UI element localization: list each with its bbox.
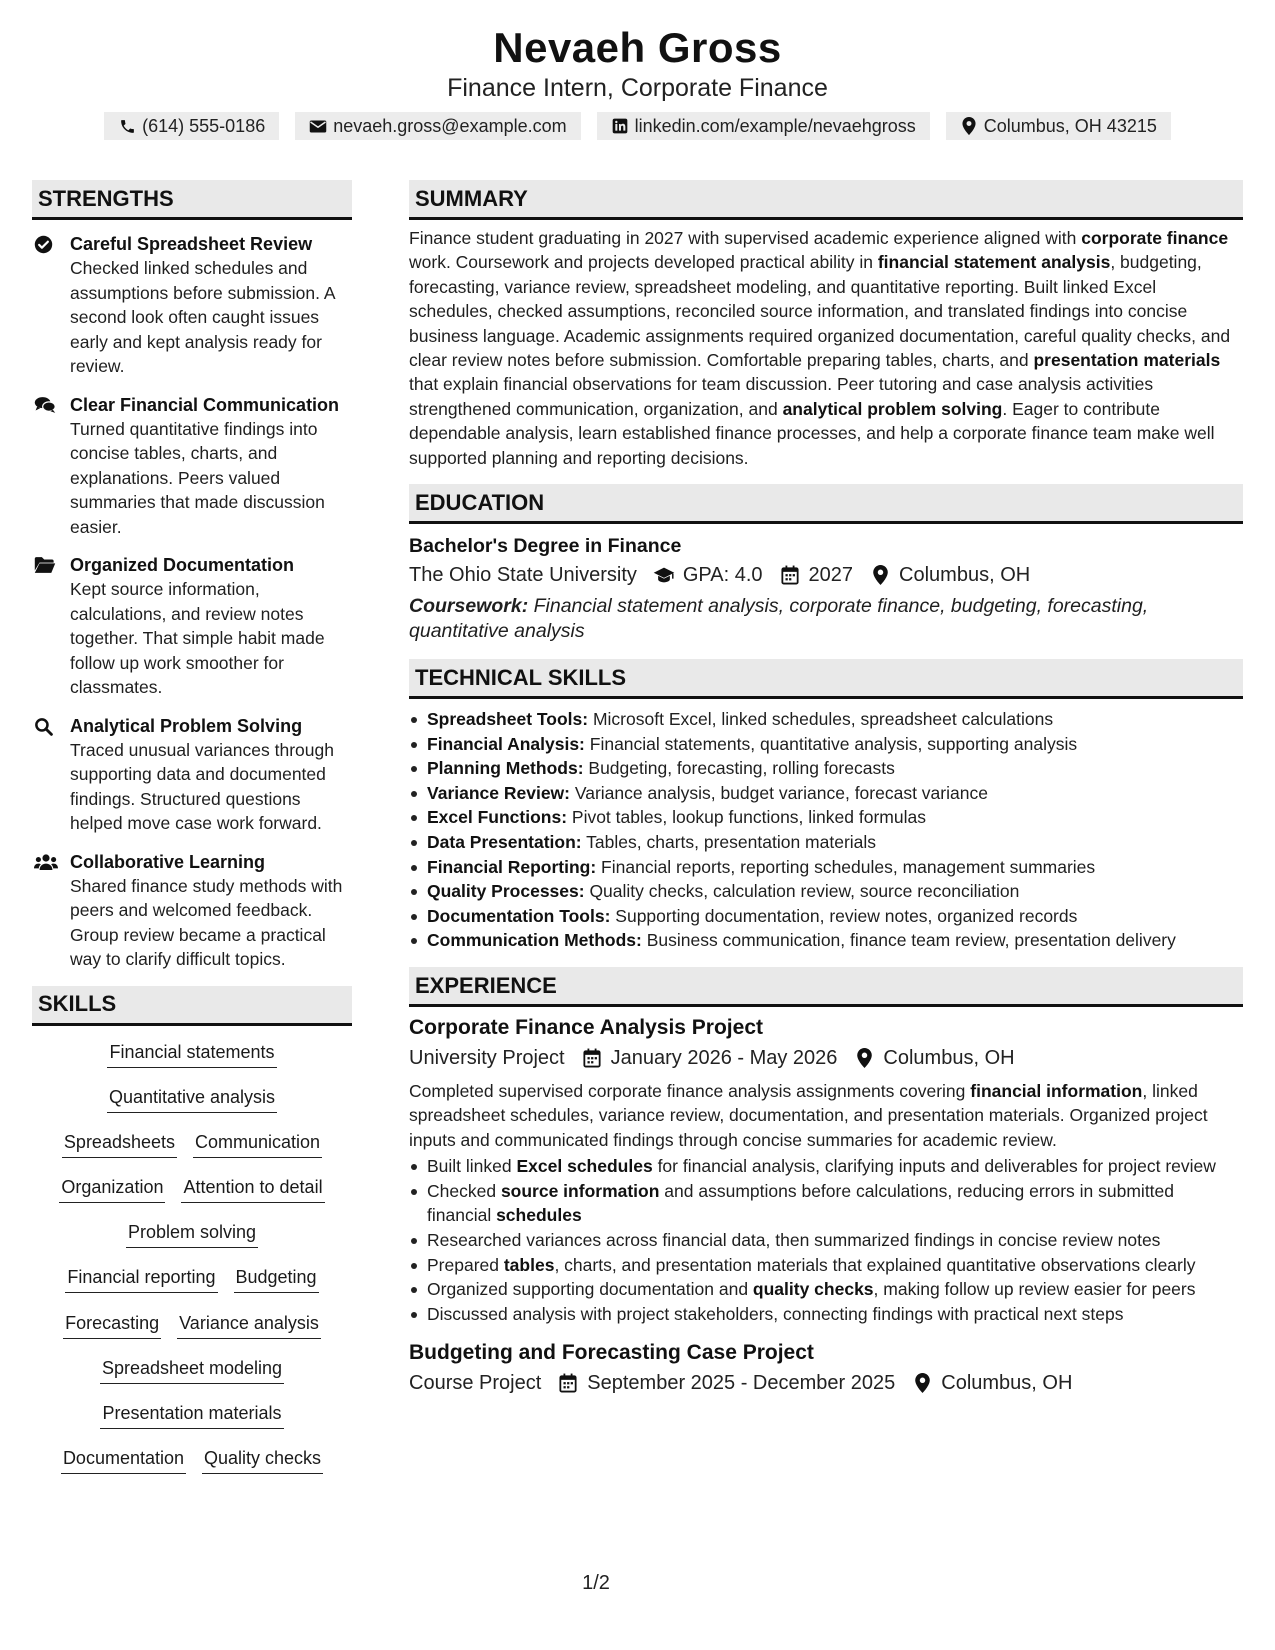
list-item <box>409 707 1243 732</box>
contact-linkedin-text: linkedin.com/example/nevaehgross <box>634 115 916 136</box>
summary-segment: . Eager to contribute dependable analysis, learn established finance processes, and help a corporate finance team make well supported planning and reporting decisions. <box>409 398 1215 468</box>
strength-title: Analytical Problem Solving <box>70 715 303 736</box>
skill-tag: Spreadsheets <box>62 1130 177 1158</box>
summary-emphasis: presentation materials <box>1033 350 1221 371</box>
summary-segment: , budgeting, forecasting, variance review, spreadsheet modeling, and quantitative reporting. Built linked Excel schedules, checked assumptions, reconciled source information, and translated findings into concise business language. Academic assignments required organized documentation, careful quality checks, and clear review notes before submission. Comfortable preparing tables, charts, and <box>409 252 1231 371</box>
skill-value: Financial reports, reporting schedules, management summaries <box>596 856 1096 877</box>
contact-phone-text: (614) 555-0186 <box>142 115 266 136</box>
bullet-segment: Checked <box>427 1180 501 1201</box>
resume-header <box>0 22 1275 140</box>
bullet-emphasis: Excel schedules <box>516 1156 653 1177</box>
strength-item <box>32 850 352 972</box>
bullet-segment: Discussed analysis with project stakeholders, connecting findings with practical next steps <box>427 1303 1124 1324</box>
coursework <box>409 594 1243 643</box>
skill-label: Communication Methods: <box>427 930 642 951</box>
skill-value: Variance analysis, budget variance, forecast variance <box>570 782 988 803</box>
skill-tag: Attention to detail <box>181 1175 324 1203</box>
strength-title: Organized Documentation <box>70 555 295 575</box>
contact-email-text: nevaeh.gross@example.com <box>333 115 567 136</box>
contact-phone[interactable] <box>104 112 279 140</box>
bullet-segment: , making follow up review easier for peers <box>873 1279 1196 1300</box>
calendar-icon <box>779 564 801 586</box>
contact-location-text: Columbus, OH 43215 <box>983 115 1157 136</box>
skill-tag: Communication <box>193 1130 322 1158</box>
contact-email[interactable] <box>295 112 580 140</box>
location-text: Columbus, OH <box>899 564 1031 587</box>
job-description <box>409 1079 1243 1152</box>
strength-item <box>32 232 352 379</box>
job-title: Budgeting and Forecasting Case Project <box>409 1341 814 1365</box>
strengths-list <box>32 232 352 972</box>
skill-row <box>32 1265 352 1310</box>
map-pin-icon <box>911 1372 933 1394</box>
skill-value: Budgeting, forecasting, rolling forecasts <box>583 758 895 779</box>
bullet-segment: and assumptions before calculations, reducing errors in submitted financial <box>427 1180 1175 1226</box>
bullet-emphasis: source information <box>500 1180 660 1201</box>
skill-tag: Presentation materials <box>100 1401 283 1429</box>
check-circle-icon <box>32 232 70 379</box>
job-location-text: Columbus, OH <box>883 1047 1015 1069</box>
linkedin-icon <box>611 117 629 135</box>
list-item <box>409 805 1243 830</box>
strength-desc: Checked linked schedules and assumptions before submission. A second look often caught issues early and kept analysis ready for review. <box>70 258 335 376</box>
right-column <box>409 180 1243 1404</box>
skill-tag: Quality checks <box>202 1446 323 1474</box>
skills-heading <box>32 986 352 1026</box>
skill-label: Variance Review: <box>427 782 570 803</box>
technical-skills-heading <box>409 659 1243 699</box>
skill-row <box>32 1085 352 1130</box>
skill-label: Data Presentation: <box>427 832 582 853</box>
coursework-text: Financial statement analysis, corporate finance, budgeting, forecasting, quantitative analysis <box>409 595 1149 642</box>
skill-label: Spreadsheet Tools: <box>427 709 589 730</box>
folder-open-icon <box>32 553 70 700</box>
skill-row <box>32 1356 352 1401</box>
summary-emphasis: corporate finance <box>1081 228 1229 248</box>
bullet-emphasis: quality checks <box>752 1279 874 1300</box>
list-item <box>409 1179 1243 1228</box>
job-location <box>853 1043 1014 1073</box>
technical-skills-heading-text: TECHNICAL SKILLS <box>415 664 627 690</box>
skill-row <box>32 1311 352 1356</box>
graduation-cap-icon <box>653 564 675 586</box>
map-pin-icon <box>853 1047 875 1069</box>
skill-value: Microsoft Excel, linked schedules, spreadsheet calculations <box>588 709 1054 730</box>
map-pin-icon <box>960 117 978 135</box>
contact-location[interactable] <box>946 112 1171 140</box>
job-desc-emphasis: financial information <box>970 1081 1143 1101</box>
skill-tag: Organization <box>59 1175 165 1203</box>
skill-row <box>32 1040 352 1085</box>
job-dates <box>557 1368 895 1398</box>
strengths-heading <box>32 180 352 220</box>
bullet-segment: Prepared <box>427 1254 504 1275</box>
left-column <box>32 180 352 1491</box>
users-icon <box>32 850 70 972</box>
education-heading-text: EDUCATION <box>415 489 545 515</box>
skill-label: Financial Reporting: <box>427 856 597 877</box>
skill-value: Supporting documentation, review notes, organized records <box>610 905 1078 926</box>
map-pin-icon <box>869 564 891 586</box>
candidate-title: Finance Intern, Corporate Finance <box>447 74 828 102</box>
list-item <box>409 855 1243 880</box>
summary-segment: Finance student graduating in 2027 with supervised academic experience aligned with <box>409 228 1082 248</box>
skill-row <box>32 1130 352 1175</box>
search-icon <box>32 714 70 836</box>
calendar-icon <box>581 1047 603 1069</box>
strength-desc: Turned quantitative findings into concise tables, charts, and explanations. Peers valued summaries that made discussion easier. <box>70 418 325 537</box>
education-heading <box>409 484 1243 524</box>
page-number <box>0 1572 1275 1595</box>
school-name-text: The Ohio State University <box>409 564 637 587</box>
job-bullets <box>409 1154 1243 1326</box>
experience-heading-text: EXPERIENCE <box>415 972 557 998</box>
experience-entry <box>409 1013 1243 1326</box>
job-dates-text: September 2025 - December 2025 <box>587 1372 896 1395</box>
skill-label: Excel Functions: <box>427 807 568 828</box>
bullet-emphasis: tables <box>503 1254 555 1275</box>
strength-title: Clear Financial Communication <box>70 394 340 415</box>
experience-entry <box>409 1338 1243 1398</box>
strength-desc: Kept source information, calculations, and review notes together. That simple habit made follow up work smoother for classmates. <box>70 579 325 697</box>
experience-heading <box>409 967 1243 1007</box>
list-item <box>409 781 1243 806</box>
page-number-text: 1/2 <box>582 1572 610 1594</box>
bullet-segment: Organized supporting documentation and <box>427 1279 753 1300</box>
skill-label: Quality Processes: <box>427 881 585 902</box>
skill-tag: Forecasting <box>63 1311 161 1339</box>
bullet-segment: for financial analysis, clarifying inputs and deliverables for project review <box>652 1156 1216 1177</box>
year-text: 2027 <box>808 564 854 587</box>
summary-text <box>409 226 1243 470</box>
technical-skills-list <box>409 707 1243 953</box>
job-location-text: Columbus, OH <box>941 1372 1073 1395</box>
summary-segment: that explain financial observations for team discussion. Peer tutoring and case analysis activities strengthened communication, organization, and <box>409 374 1154 419</box>
contact-linkedin[interactable] <box>597 112 930 140</box>
summary-heading-text: SUMMARY <box>415 185 528 211</box>
list-item <box>409 830 1243 855</box>
list-item <box>409 1154 1243 1179</box>
job-location <box>911 1368 1072 1398</box>
strength-item <box>32 714 352 836</box>
list-item <box>409 928 1243 953</box>
list-item <box>409 1302 1243 1327</box>
coursework-label: Coursework: <box>409 595 529 618</box>
skill-tag: Variance analysis <box>177 1311 321 1339</box>
education-entry <box>409 532 1243 643</box>
list-item <box>409 904 1243 929</box>
year-item <box>779 560 854 590</box>
list-item <box>409 1277 1243 1302</box>
strength-item <box>32 393 352 540</box>
bullet-segment: , charts, and presentation materials that explained quantitative observations clearly <box>554 1254 1196 1275</box>
skill-value: Pivot tables, lookup functions, linked formulas <box>567 807 926 828</box>
job-org-text: University Project <box>409 1047 565 1069</box>
summary-emphasis: financial statement analysis <box>877 252 1111 273</box>
job-org <box>409 1043 565 1073</box>
skill-value: Quality checks, calculation review, source reconciliation <box>584 881 1020 902</box>
location-item <box>869 560 1030 590</box>
summary-emphasis: analytical problem solving <box>782 398 1003 419</box>
bullet-emphasis: schedules <box>496 1205 582 1226</box>
calendar-icon <box>557 1372 579 1394</box>
skill-row <box>32 1220 352 1265</box>
skill-row <box>32 1446 352 1491</box>
candidate-name: Nevaeh Gross <box>493 24 782 71</box>
skill-tag: Budgeting <box>234 1265 319 1293</box>
job-org <box>409 1368 541 1398</box>
skill-label: Financial Analysis: <box>427 733 585 754</box>
comments-icon <box>32 393 70 540</box>
job-desc-segment: , linked spreadsheet schedules, variance review, documentation, and presentation materials. Organized project inputs and communicated findings through concise summaries for academic review. <box>409 1081 1208 1150</box>
strength-desc: Traced unusual variances through supporting data and documented findings. Structured questions helped move case work forward. <box>70 739 334 833</box>
skill-tag: Quantitative analysis <box>107 1085 277 1113</box>
list-item <box>409 756 1243 781</box>
education-meta <box>409 560 1243 590</box>
bullet-segment: Built linked <box>427 1156 517 1177</box>
job-desc-segment: Completed supervised corporate finance analysis assignments covering <box>409 1081 971 1101</box>
list-item <box>409 1253 1243 1278</box>
skills-tags <box>32 1040 352 1492</box>
phone-icon <box>118 117 136 135</box>
skill-value: Financial statements, quantitative analysis, supporting analysis <box>584 733 1078 754</box>
strength-title: Collaborative Learning <box>70 851 266 872</box>
summary-heading <box>409 180 1243 220</box>
strength-title: Careful Spreadsheet Review <box>70 234 313 254</box>
skill-value: Business communication, finance team review, presentation delivery <box>641 930 1176 951</box>
job-dates-text: January 2026 - May 2026 <box>610 1047 838 1069</box>
skill-tag: Documentation <box>61 1446 186 1474</box>
skill-tag: Spreadsheet modeling <box>100 1356 284 1384</box>
gpa-item <box>653 560 763 590</box>
skill-value: Tables, charts, presentation materials <box>581 832 877 853</box>
envelope-icon <box>309 117 327 135</box>
contact-bar <box>0 112 1275 140</box>
degree-title: Bachelor's Degree in Finance <box>409 535 682 558</box>
school-name <box>409 560 637 590</box>
job-dates <box>581 1043 838 1073</box>
job-meta <box>409 1043 1243 1073</box>
skill-tag: Financial reporting <box>65 1265 217 1293</box>
list-item <box>409 879 1243 904</box>
skills-heading-text: SKILLS <box>38 991 117 1016</box>
job-title: Corporate Finance Analysis Project <box>409 1016 763 1039</box>
gpa-text: GPA: 4.0 <box>682 564 763 587</box>
skill-row <box>32 1175 352 1220</box>
summary-segment: work. Coursework and projects developed practical ability in <box>409 252 878 273</box>
skill-label: Planning Methods: <box>427 758 584 779</box>
job-org-text: Course Project <box>409 1372 542 1395</box>
strength-desc: Shared finance study methods with peers and welcomed feedback. Group review became a practical way to clarify difficult topics. <box>70 875 343 969</box>
skill-row <box>32 1401 352 1446</box>
strengths-heading-text: STRENGTHS <box>38 185 174 211</box>
skill-tag: Problem solving <box>126 1220 258 1248</box>
bullet-segment: Researched variances across financial data, then summarized findings in concise review notes <box>427 1230 1161 1250</box>
strength-item <box>32 553 352 700</box>
skill-tag: Financial statements <box>107 1040 276 1068</box>
job-meta <box>409 1368 1243 1398</box>
list-item <box>409 732 1243 757</box>
list-item <box>409 1228 1243 1253</box>
skill-label: Documentation Tools: <box>427 905 611 926</box>
